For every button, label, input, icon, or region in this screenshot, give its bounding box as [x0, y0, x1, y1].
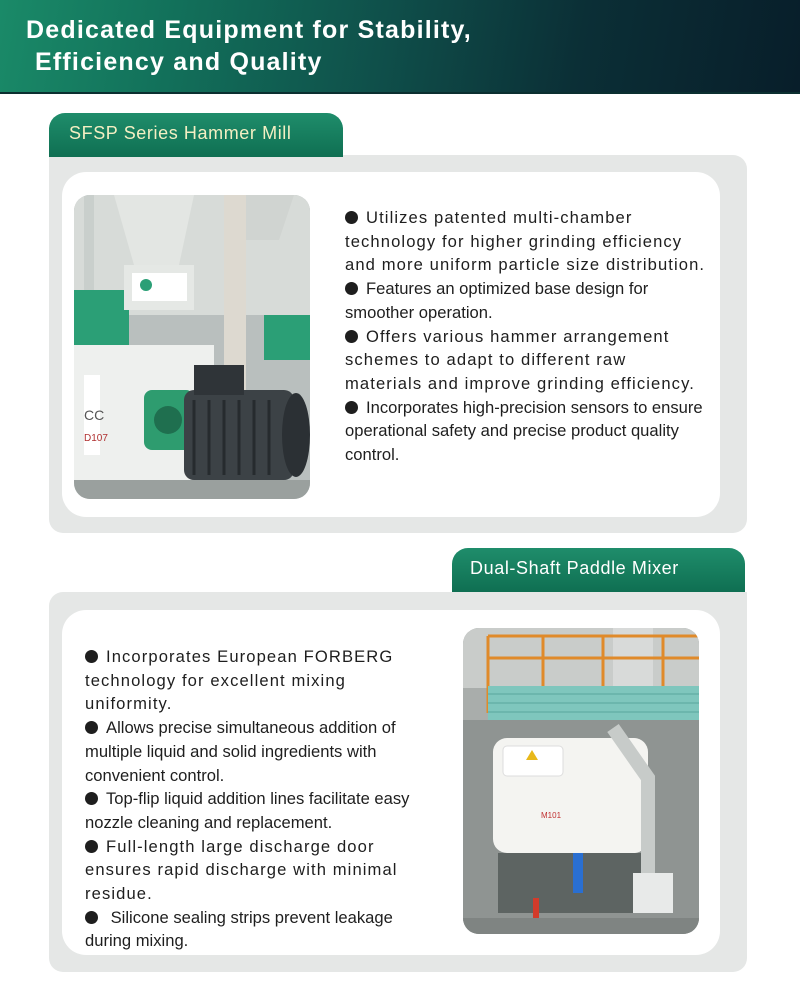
- hammer-mill-photo-image: [74, 195, 310, 499]
- bullet-dot-icon: [85, 840, 98, 853]
- page-title: [26, 14, 646, 78]
- list-item: Incorporates high-precision sensors to ensure operational safety and precise product quality control.: [345, 397, 703, 465]
- list-item: Utilizes patented multi-chamber technology for higher grinding efficiency and more uniform particle size distribution.: [345, 208, 706, 275]
- list-item: Features an optimized base design for smoother operation.: [345, 279, 649, 322]
- page-title-line2: Efficiency and Quality: [35, 48, 323, 76]
- list-item: Offers various hammer arrangement schemes to adapt to different raw materials and improve grinding efficiency.: [345, 326, 695, 393]
- bullet-dot-icon: [345, 211, 358, 224]
- bullet-dot-icon: [345, 330, 358, 343]
- bullet-dot-icon: [345, 282, 358, 295]
- svg-text:D107: D107: [84, 433, 108, 444]
- bullet-dot-icon: [85, 721, 98, 734]
- paddle-mixer-photo: [463, 628, 699, 934]
- svg-text:CC: CC: [84, 407, 105, 423]
- bullet-dot-icon: [85, 911, 98, 924]
- list-item: Full-length large discharge door ensures rapid discharge with minimal residue.: [85, 836, 398, 904]
- bullet-dot-icon: [85, 650, 98, 663]
- hammer-mill-photo: [74, 195, 310, 499]
- paddle-mixer-tab: Dual-Shaft Paddle Mixer: [452, 548, 745, 592]
- paddle-mixer-features: [85, 645, 435, 953]
- bullet-dot-icon: [85, 792, 98, 805]
- list-item: Incorporates European FORBERG technology for excellent mixing uniformity.: [85, 647, 394, 714]
- hammer-mill-tab: SFSP Series Hammer Mill: [49, 113, 343, 157]
- bullet-dot-icon: [345, 401, 358, 414]
- paddle-mixer-photo-image: [463, 628, 699, 934]
- header-banner: [0, 0, 800, 94]
- list-item: Allows precise simultaneous addition of multiple liquid and solid ingredients with convenient control.: [85, 718, 396, 785]
- list-item: Top-flip liquid addition lines facilitate easy nozzle cleaning and replacement.: [85, 789, 410, 832]
- hammer-mill-features: [345, 206, 707, 467]
- page-title-line1: Dedicated Equipment for Stability,: [26, 16, 472, 44]
- svg-text:M101: M101: [541, 811, 562, 820]
- list-item: Silicone sealing strips prevent leakage during mixing.: [85, 907, 393, 951]
